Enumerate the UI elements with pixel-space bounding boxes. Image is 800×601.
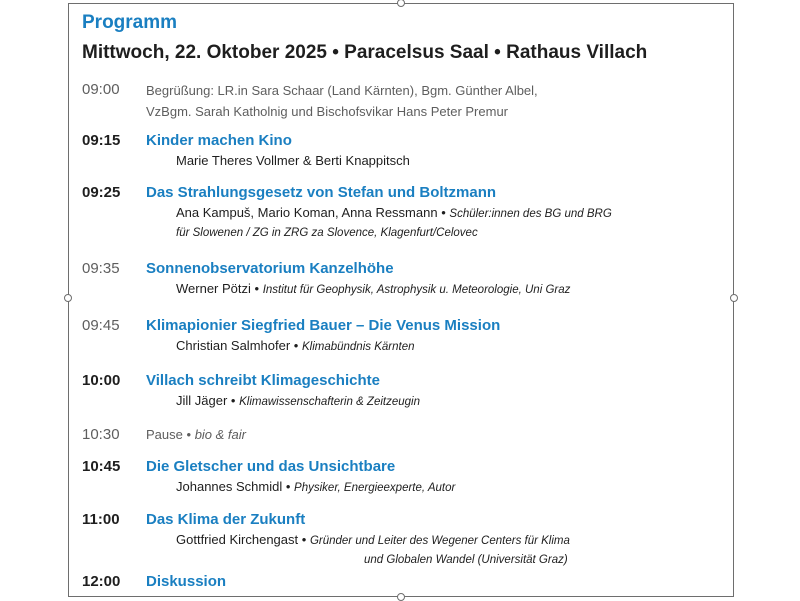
agenda-speaker-line	[176, 477, 732, 498]
agenda-affiliation: Klimawissenschafterin & Zeitzeugin	[239, 396, 420, 408]
bullet-separator: •	[254, 281, 260, 296]
welcome-line-2: VzBgm. Sarah Katholnig und Bischofsvikar Hans Peter Premur	[146, 104, 509, 119]
bullet-separator: •	[293, 338, 299, 353]
bullet-separator: •	[441, 205, 446, 220]
program-subheading: Mittwoch, 22. Oktober 2025 • Paracelsus Saal • Rathaus Villach	[82, 42, 648, 63]
agenda-title: Kinder machen Kino	[146, 132, 292, 149]
agenda-item	[82, 371, 732, 412]
agenda-time: 10:30	[82, 426, 120, 443]
agenda-time: 10:00	[82, 372, 121, 389]
agenda-affiliation: Schüler:innen des BG und BRG	[449, 208, 612, 220]
agenda-title: Sonnenobservatorium Kanzelhöhe	[146, 260, 394, 277]
agenda-speaker-line	[176, 391, 732, 412]
agenda-item-pause	[82, 425, 732, 445]
agenda-item	[82, 131, 732, 171]
bullet-separator: •	[301, 532, 307, 547]
agenda-affiliation: Physiker, Energieexperte, Autor	[294, 482, 456, 494]
agenda-item	[82, 457, 732, 498]
agenda-title: Klimapionier Siegfried Bauer – Die Venus Mission	[146, 317, 501, 334]
agenda-speaker-line	[176, 530, 732, 551]
bullet-separator: •	[285, 479, 291, 494]
program-heading: Programm	[82, 12, 178, 33]
agenda-item	[82, 259, 732, 300]
agenda-title: Diskussion	[146, 573, 227, 590]
resize-handle-left[interactable]	[64, 294, 72, 302]
agenda-speaker-line	[176, 336, 732, 357]
bullet-separator: •	[186, 427, 192, 442]
agenda-speaker: Gottfried Kirchengast	[176, 532, 299, 547]
pause-note: bio & fair	[194, 427, 246, 442]
agenda-item	[82, 183, 732, 242]
agenda-time: 09:45	[82, 317, 120, 334]
pause-line	[146, 425, 732, 445]
agenda-affiliation: Gründer und Leiter des Wegener Centers für Klima	[309, 535, 570, 547]
agenda-time: 09:00	[82, 81, 120, 98]
agenda-speaker: Johannes Schmidl	[176, 479, 283, 494]
agenda-speaker-line	[176, 279, 732, 300]
agenda-speaker: Ana Kampuš, Mario Koman, Anna Ressmann	[176, 205, 438, 220]
welcome-line-1: Begrüßung: LR.in Sara Schaar (Land Kärnten), Bgm. Günther Albel,	[146, 83, 538, 98]
agenda-title: Das Strahlungsgesetz von Stefan und Boltzmann	[146, 184, 497, 201]
agenda-speaker: Jill Jäger	[176, 393, 228, 408]
agenda-time: 09:25	[82, 184, 121, 201]
agenda-time: 10:45	[82, 458, 121, 475]
agenda-time: 09:35	[82, 260, 120, 277]
agenda-affiliation-continued: und Globalen Wandel (Universität Graz)	[364, 554, 568, 566]
agenda-time: 11:00	[82, 511, 120, 528]
agenda-speaker: Marie Theres Vollmer & Berti Knappitsch	[176, 153, 410, 168]
agenda-speaker: Werner Pötzi	[176, 281, 251, 296]
agenda-item-welcome	[82, 80, 732, 122]
agenda-item	[82, 510, 732, 569]
pause-label: Pause	[146, 427, 183, 442]
agenda-time: 12:00	[82, 573, 121, 590]
agenda-speaker: Christian Salmhofer	[176, 338, 291, 353]
agenda-affiliation: Klimabündnis Kärnten	[301, 341, 415, 353]
agenda-title: Das Klima der Zukunft	[146, 511, 306, 528]
agenda-title: Villach schreibt Klimageschichte	[146, 372, 380, 389]
bullet-separator: •	[230, 393, 236, 408]
agenda-affiliation-continued: für Slowenen / ZG in ZRG za Slovence, Klagenfurt/Celovec	[176, 227, 478, 239]
agenda-title: Die Gletscher und das Unsichtbare	[146, 458, 396, 475]
agenda-item	[82, 572, 732, 592]
agenda-affiliation: Institut für Geophysik, Astrophysik u. Meteorologie, Uni Graz	[262, 284, 571, 296]
agenda-time: 09:15	[82, 132, 121, 149]
agenda-item	[82, 316, 732, 357]
agenda-speaker-line	[176, 203, 732, 224]
